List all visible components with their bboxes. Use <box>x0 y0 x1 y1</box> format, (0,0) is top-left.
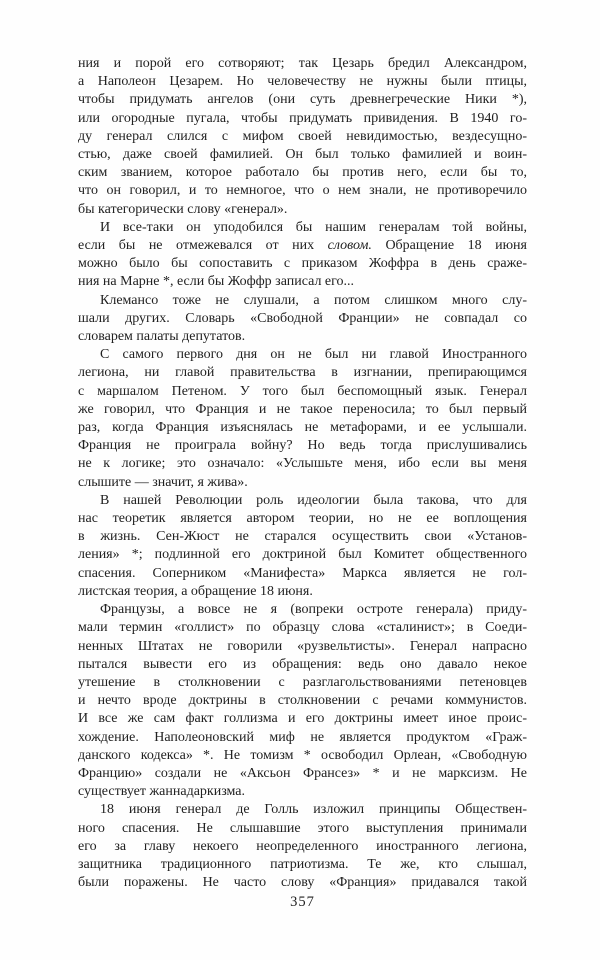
text-segment: шали других. Словарь «Свободной Франции» не совпадал со <box>78 310 527 326</box>
text-line <box>78 401 527 419</box>
text-segment: ного спасения. Не слышавшие этого выступления принимали <box>78 820 527 836</box>
text-line <box>78 729 527 747</box>
text-line <box>78 783 527 801</box>
text-line <box>78 237 527 255</box>
text-segment: хождение. Наполеоновский миф не является продуктом «Граж- <box>78 729 527 745</box>
text-segment: с маршалом Петеном. У того был беспомощный язык. Генерал <box>78 383 527 399</box>
text-segment: ления» *; подлинной его доктриной был Комитет общественного <box>78 547 527 563</box>
paragraph <box>78 801 527 892</box>
text-segment: ния на Марне *, если бы Жоффр записал его... <box>78 274 355 290</box>
text-segment: его за главу некоего неопределенного иностранного легиона, <box>78 838 527 854</box>
text-line <box>78 201 527 219</box>
text-segment: Обращение 18 июня <box>371 238 527 254</box>
text-line <box>78 546 527 564</box>
text-line <box>78 820 527 838</box>
text-line <box>78 856 527 874</box>
italic-text: словом. <box>327 238 372 254</box>
text-line <box>78 273 527 291</box>
text-line <box>78 419 527 437</box>
text-segment: легиона, ни главой правительства в изгнании, препирающимся <box>78 365 527 381</box>
text-segment: ду генерал слился с мифом своей невидимостью, вездесущно- <box>78 128 527 144</box>
text-line <box>78 73 527 91</box>
text-line <box>78 383 527 401</box>
text-line <box>78 328 527 346</box>
text-segment: стью, даже своей фамилией. Он был только фамилией и воин- <box>78 147 527 163</box>
text-segment: спасения. Соперником «Манифеста» Маркса является не гол- <box>78 565 527 581</box>
paragraph <box>78 601 527 801</box>
text-line <box>78 91 527 109</box>
text-segment: ненных Штатах не говорили «рузвельтисты». Генерал напрасно <box>78 638 527 654</box>
text-segment: чтобы придумать ангелов (они суть древнегреческие Ники *), <box>78 92 527 108</box>
text-segment: не к логике; это означало: «Услышьте меня, ибо если вы меня <box>78 456 527 472</box>
text-line <box>78 510 527 528</box>
text-segment: и нечто вроде доктрины в столкновении с речами коммунистов. <box>78 693 527 709</box>
text-line <box>78 874 527 892</box>
paragraph <box>78 492 527 601</box>
text-segment: Клемансо тоже не слушали, а потом слишком много слу- <box>100 292 527 308</box>
text-line <box>78 492 527 510</box>
text-segment: данского кодекса» *. Не томизм * освободил Орлеан, «Свободную <box>78 747 527 763</box>
text-line <box>78 765 527 783</box>
paragraph <box>78 292 527 347</box>
text-segment: утешение в столкновении с разглагольствованиями петеновцев <box>78 674 527 690</box>
text-line <box>78 528 527 546</box>
text-line <box>78 674 527 692</box>
text-block <box>78 55 527 892</box>
text-segment: ским званием, которое работало бы против него, если бы то, <box>78 165 527 181</box>
text-line <box>78 55 527 73</box>
text-segment: В нашей Революции роль идеологии была такова, что для <box>100 492 527 508</box>
text-segment: Французы, а вовсе не я (вопреки остроте генерала) приду- <box>100 602 527 618</box>
text-line <box>78 601 527 619</box>
text-line <box>78 146 527 164</box>
text-line <box>78 364 527 382</box>
text-line <box>78 437 527 455</box>
text-segment: 18 июня генерал де Голль изложил принципы Обществен- <box>100 802 527 818</box>
text-segment: Францию» создали не «Аксьон Франсез» * и не марксизм. Не <box>78 765 527 781</box>
text-line <box>78 110 527 128</box>
text-line <box>78 838 527 856</box>
text-segment: или огородные пугала, чтобы придумать привидения. В 1940 го- <box>78 110 527 126</box>
text-segment: словарем палаты депутатов. <box>78 329 246 345</box>
text-segment: можно было бы сопоставить с приказом Жоффра в день сраже- <box>78 256 527 272</box>
page-number: 357 <box>290 894 315 910</box>
text-segment: если бы не отмежевался от них <box>78 238 328 254</box>
text-segment: Франция не проиграла войну? Но ведь тогда прислушивались <box>78 438 527 454</box>
text-segment: а Наполеон Цезарем. Но человечеству не нужны были птицы, <box>78 74 527 90</box>
text-line <box>78 619 527 637</box>
text-segment: нас теоретик является автором теории, но не ее воплощения <box>78 511 527 527</box>
text-segment: бы категорически слову «генерал». <box>78 201 288 217</box>
text-segment: С самого первого дня он не был ни главой Иностранного <box>100 347 527 363</box>
text-line <box>78 692 527 710</box>
text-segment: И все же сам факт голлизма и его доктрины имеет иное проис- <box>78 711 527 727</box>
text-segment: в жизнь. Сен-Жюст не старался осуществить свои «Установ- <box>78 529 527 545</box>
text-line <box>78 583 527 601</box>
text-line <box>78 455 527 473</box>
paragraph <box>78 346 527 492</box>
text-segment: раз, когда Франция изъяснялась не метафорами, и ее услышали. <box>78 420 527 436</box>
text-line <box>78 255 527 273</box>
text-line <box>78 710 527 728</box>
text-segment: же говорил, что Франция и не такое переносила; то был первый <box>78 401 527 417</box>
text-line <box>78 219 527 237</box>
text-line <box>78 164 527 182</box>
text-segment: мали термин «голлист» по образцу слова «сталинист»; в Соеди- <box>78 620 527 636</box>
text-line <box>78 474 527 492</box>
text-segment: пытался вывести его из обращения: ведь оно давало некое <box>78 656 527 672</box>
text-segment: ния и порой его сотворяют; так Цезарь бредил Александром, <box>78 56 527 71</box>
text-line <box>78 565 527 583</box>
text-line <box>78 801 527 819</box>
text-line <box>78 128 527 146</box>
paragraph <box>78 219 527 292</box>
text-segment: защитника традиционного патриотизма. Те же, кто слышал, <box>78 856 527 872</box>
text-line <box>78 656 527 674</box>
text-segment: слышите — значит, я жива». <box>78 474 248 490</box>
text-segment: были поражены. Не часто слову «Франция» придавался такой <box>78 875 527 891</box>
text-line <box>78 346 527 364</box>
text-line <box>78 310 527 328</box>
text-line <box>78 182 527 200</box>
text-segment: что он говорил, и то немногое, что о нем знали, не противоречило <box>78 183 527 199</box>
paragraph <box>78 55 527 219</box>
text-segment: существует жаннадаркизма. <box>78 784 246 800</box>
text-segment: листская теория, а обращение 18 июня. <box>78 583 313 599</box>
text-segment: И все-таки он уподобился бы нашим генералам той войны, <box>100 219 527 235</box>
text-line <box>78 747 527 765</box>
text-line <box>78 638 527 656</box>
text-line <box>78 292 527 310</box>
